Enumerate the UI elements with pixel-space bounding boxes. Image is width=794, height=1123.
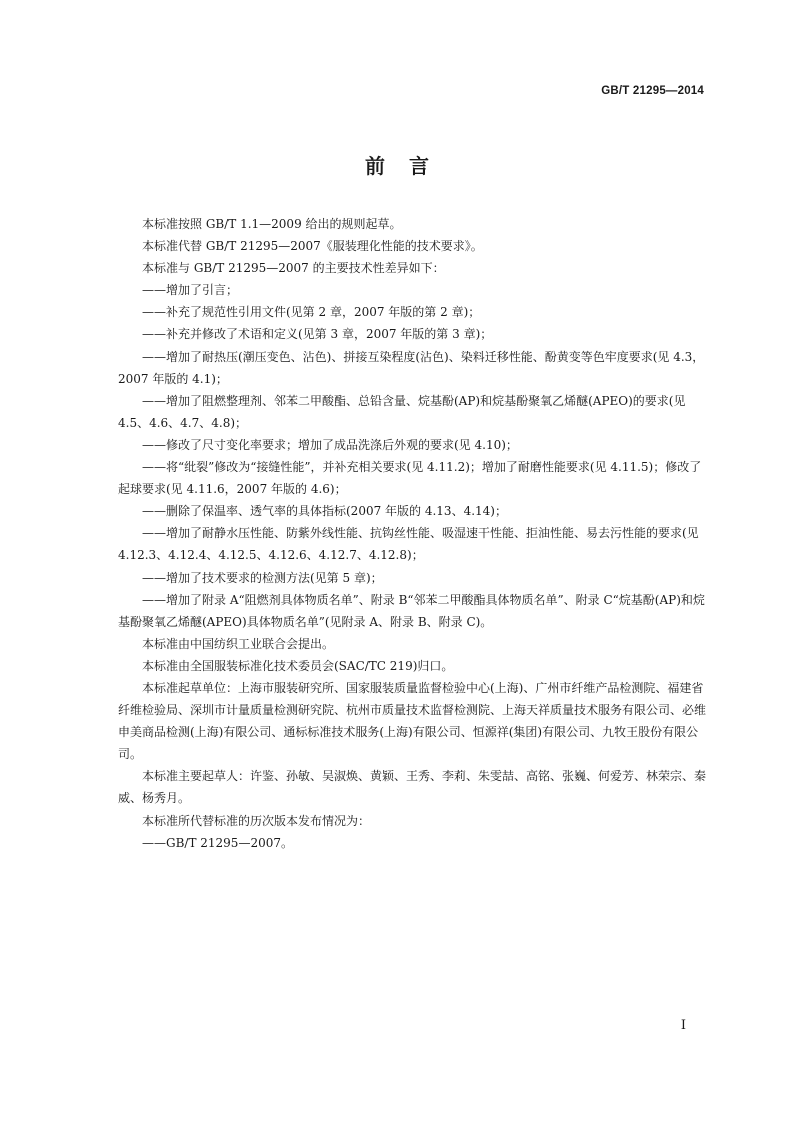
paragraph: 本标准起草单位：上海市服装研究所、国家服装质量监督检验中心(上海)、广州市纤维产品检测院、福建省纤维检验局、深圳市计量质量检测研究院、杭州市质量技术监督检测院、上海天祥质量技术服务有限公司、必维申美商品检测(上海)有限公司、通标标准技术服务(上海)有限公司、恒源祥(集团)有限公司、九牧王股份有限公司。 <box>118 680 707 762</box>
paragraph: 本标准主要起草人：许鉴、孙敏、吴淑焕、黄颖、王秀、李莉、朱雯喆、高铭、张巍、何爱芳、林荣宗、秦威、杨秀月。 <box>118 769 707 806</box>
change-item: ——增加了耐热压(潮压变色、沾色)、拼接互染程度(沾色)、染料迁移性能、酚黄变等色牢度要求(见 4.3，2007 年版的 4.1)； <box>118 349 705 386</box>
change-item: ——增加了引言； <box>142 283 239 298</box>
paragraph: 本标准由中国纺织工业联合会提出。 <box>142 636 335 651</box>
previous-version-item: ——GB/T 21295—2007。 <box>142 835 293 850</box>
paragraph: 本标准按照 GB/T 1.1—2009 给出的规则起草。 <box>142 217 402 231</box>
change-item: ——修改了尺寸变化率要求；增加了成品洗涤后外观的要求(见 4.10)； <box>142 437 518 452</box>
change-item: ——补充并修改了术语和定义(见第 3 章，2007 年版的第 3 章)； <box>142 327 493 342</box>
change-item: ——增加了耐静水压性能、防紫外线性能、抗钩丝性能、吸湿速干性能、拒油性能、易去污性能的要求(见 4.12.3、4.12.4、4.12.5、4.12.6、4.12.7、4.12.8)； <box>118 526 699 563</box>
page-title: 前言 <box>365 154 453 178</box>
paragraph: 本标准所代替标准的历次版本发布情况为： <box>142 813 371 828</box>
page-number: I <box>680 1018 686 1033</box>
paragraph: 本标准由全国服装标准化技术委员会(SAC/TC 219)归口。 <box>142 658 454 673</box>
change-item: ——增加了技术要求的检测方法(见第 5 章)； <box>142 570 383 585</box>
paragraph: 本标准代替 GB/T 21295—2007《服装理化性能的技术要求》。 <box>142 239 483 254</box>
change-item: ——补充了规范性引用文件(见第 2 章，2007 年版的第 2 章)； <box>142 305 481 320</box>
document-body <box>118 213 706 854</box>
change-item: ——增加了阻燃整理剂、邻苯二甲酸酯、总铅含量、烷基酚(AP)和烷基酚聚氧乙烯醚(APEO)的要求(见 4.5、4.6、4.7、4.8)； <box>118 393 686 430</box>
change-item: ——将“纰裂”修改为“接缝性能”，并补充相关要求(见 4.11.2)；增加了耐磨性能要求(见 4.11.5)；修改了起球要求(见 4.11.6，2007 年版的 4.6)； <box>118 460 702 497</box>
paragraph: 本标准与 GB/T 21295—2007 的主要技术性差异如下： <box>142 261 445 276</box>
change-item: ——增加了附录 A“阻燃剂具体物质名单”、附录 B“邻苯二甲酸酯具体物质名单”、附录 C“烷基酚(AP)和烷基酚聚氧乙烯醚(APEO)具体物质名单”(见附录 A、附录 B、附录 C)。 <box>118 592 705 629</box>
change-item: ——删除了保温率、透气率的具体指标(2007 年版的 4.13、4.14)； <box>142 504 507 519</box>
standard-code: GB/T 21295—2014 <box>601 85 704 97</box>
